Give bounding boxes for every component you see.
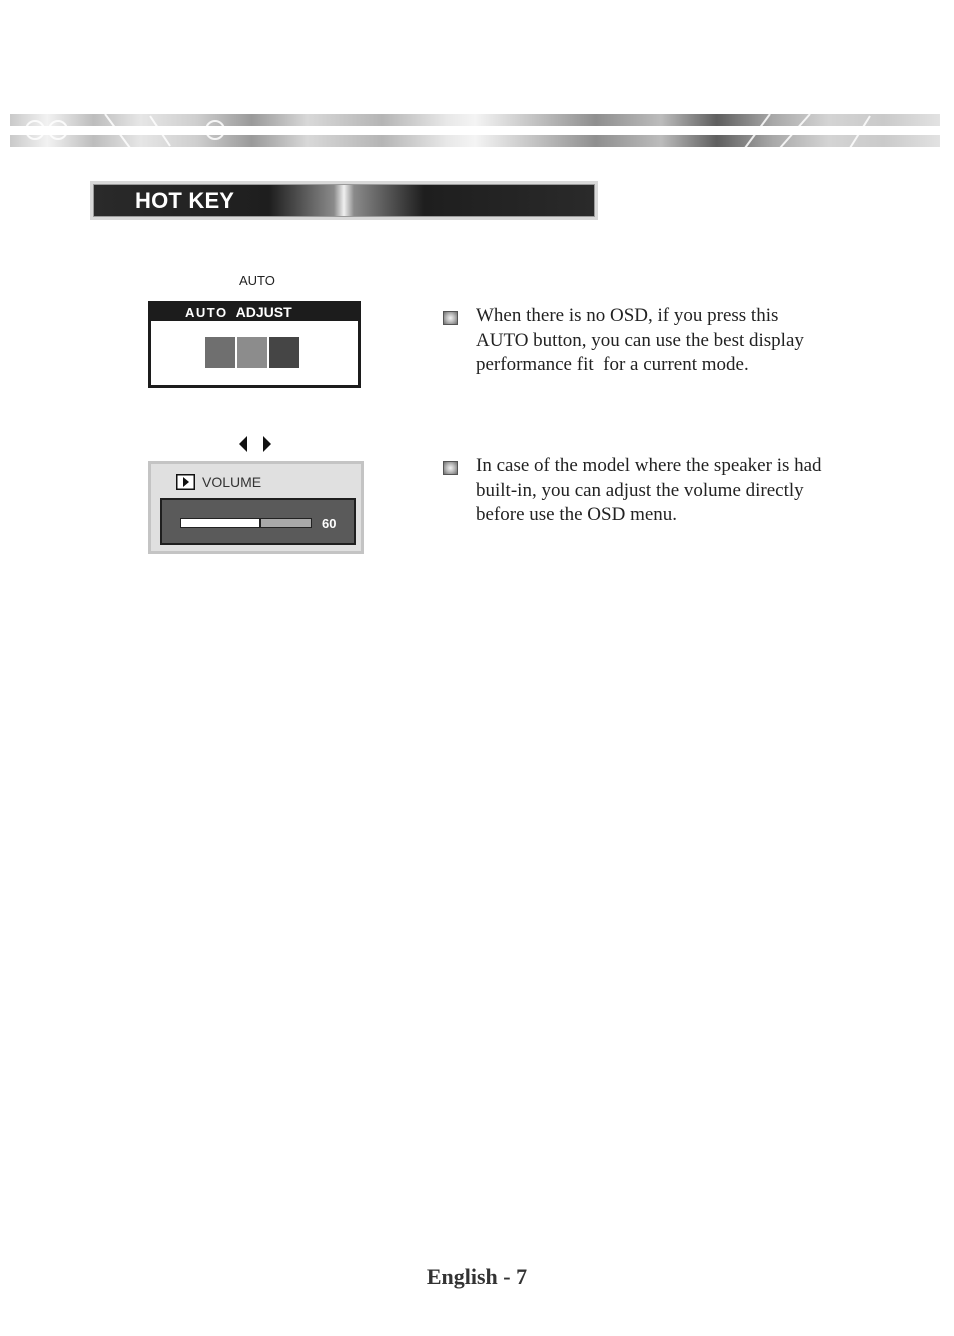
description-line: built-in, you can adjust the volume directly (476, 479, 804, 501)
volume-slider-fill (181, 519, 261, 527)
bullet-icon (443, 311, 458, 325)
section-title: HOT KEY (135, 188, 235, 213)
play-icon (176, 474, 195, 490)
description-line: before use the OSD menu. (476, 504, 678, 525)
left-arrow-icon (239, 436, 247, 452)
bullet-icon (443, 461, 458, 475)
section-title-bar (93, 184, 595, 217)
auto-description (476, 304, 876, 378)
progress-block (269, 337, 299, 368)
osd-label-adjust: ADJUST (235, 304, 292, 320)
progress-block (237, 337, 267, 368)
description-line: performance fit for a current mode. (476, 354, 749, 375)
progress-block (205, 337, 235, 368)
right-arrow-icon (263, 436, 271, 452)
page-number: English - 7 (426, 1264, 528, 1289)
volume-osd (148, 461, 364, 554)
auto-adjust-osd-header (151, 304, 358, 321)
volume-slider-track (180, 518, 312, 528)
volume-description (476, 454, 876, 528)
volume-value: 60 (322, 516, 337, 531)
header-decoration (10, 110, 940, 152)
volume-label: VOLUME (202, 474, 262, 490)
auto-key-caption: AUTO (239, 273, 275, 288)
volume-arrow-keys (237, 436, 277, 452)
description-line: In case of the model where the speaker is had (476, 455, 822, 476)
volume-panel (160, 498, 356, 545)
description-line: When there is no OSD, if you press this (476, 305, 779, 326)
description-line: AUTO button, you can use the best display (476, 329, 804, 351)
auto-adjust-progress-blocks (205, 337, 301, 368)
auto-adjust-osd (148, 301, 361, 388)
osd-label-auto: AUTO (185, 305, 228, 320)
